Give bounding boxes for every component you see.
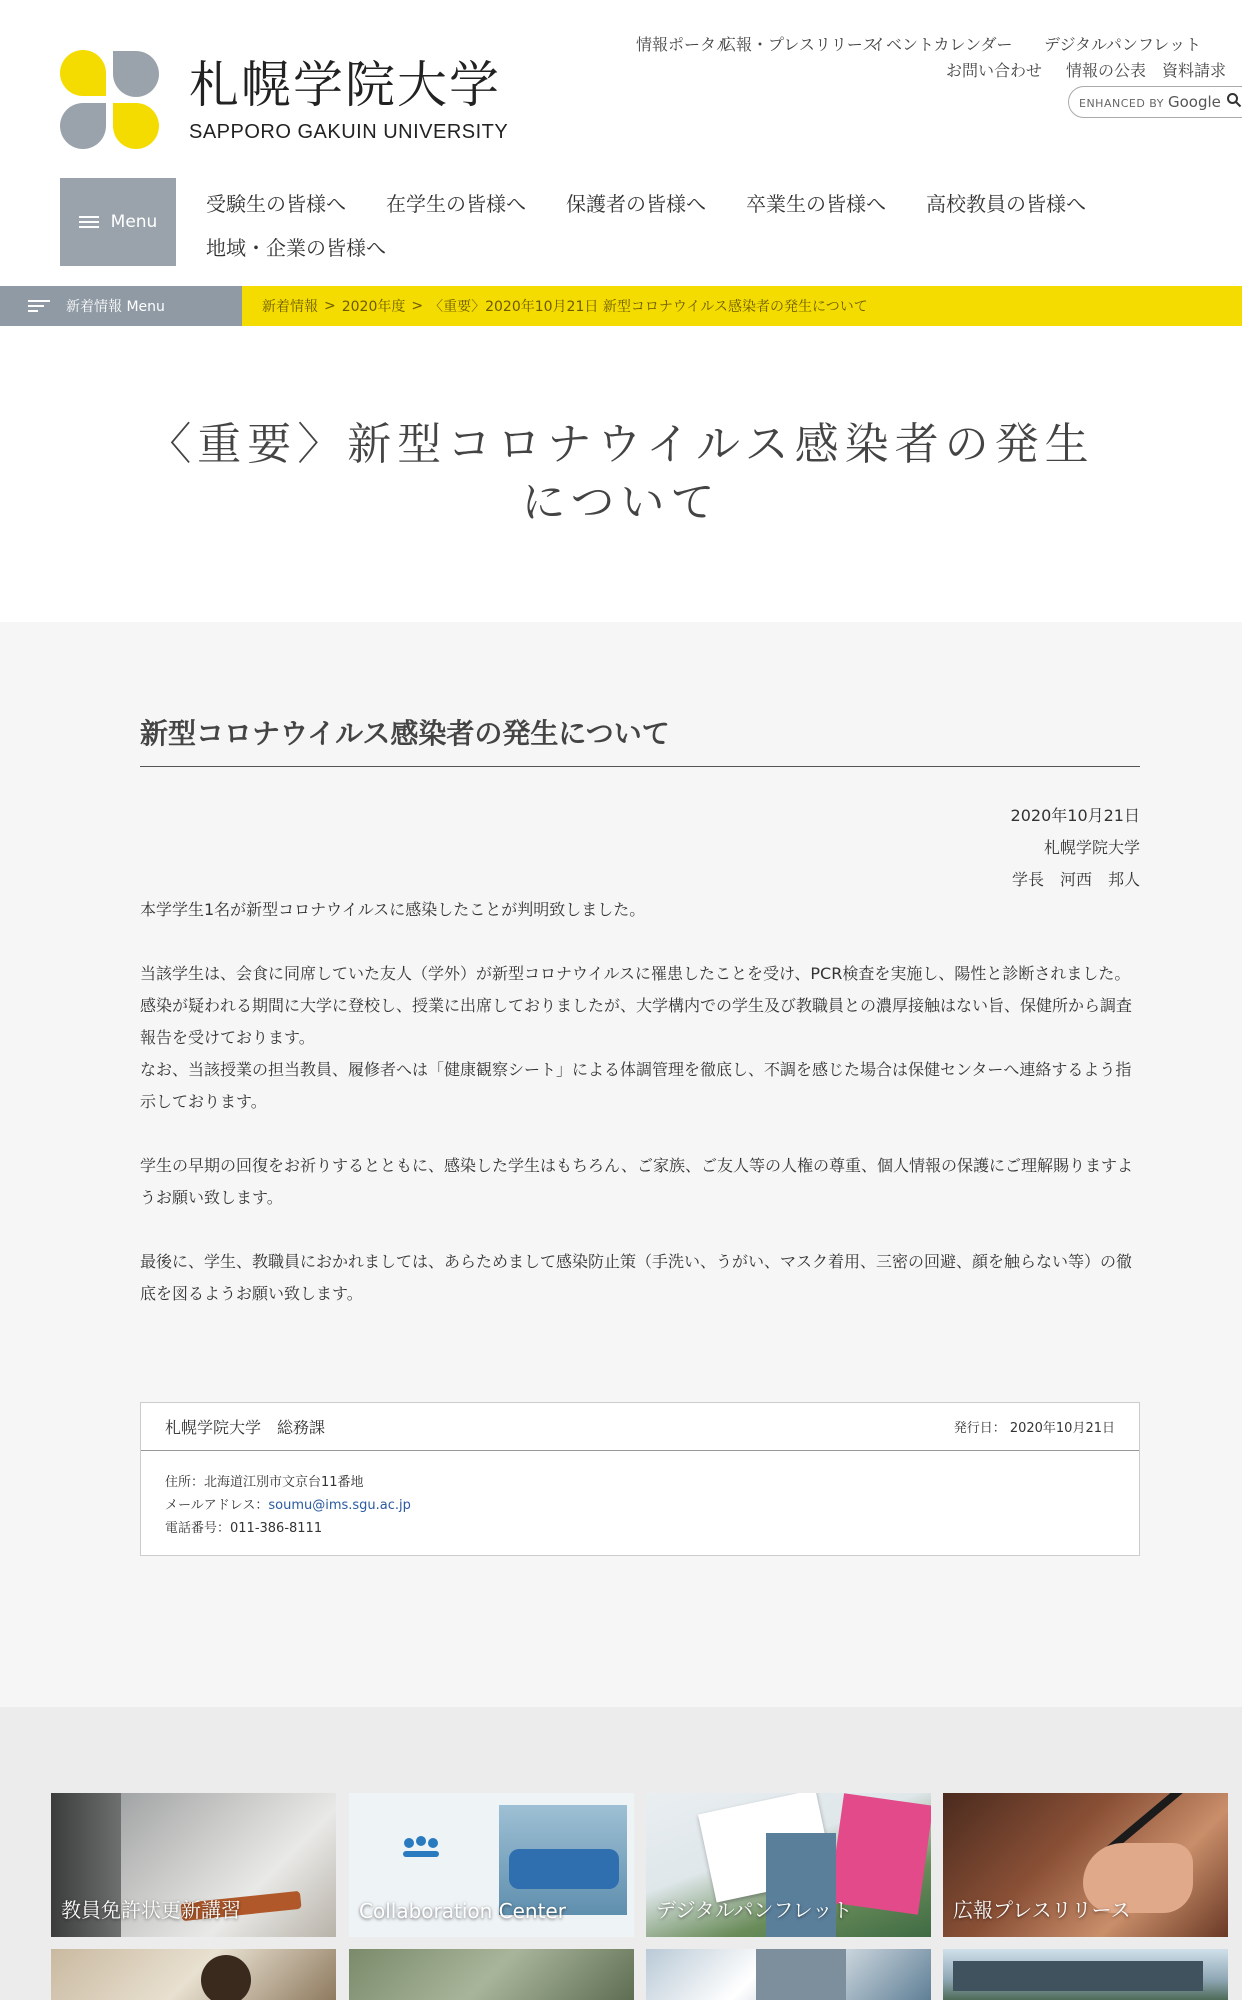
article-signer: 学長 河西 邦人 xyxy=(1011,870,1140,889)
news-menu-button[interactable] xyxy=(0,286,242,326)
article-meta xyxy=(1011,800,1140,896)
breadcrumb-current: 〈重要〉2020年10月21日 新型コロナウイルス感染者の発生について xyxy=(429,299,868,315)
logo-japanese-name: 札幌学院大学 xyxy=(189,56,501,114)
info-org: 札幌学院大学 総務課 xyxy=(165,1418,326,1437)
article-body xyxy=(140,894,1140,1342)
menu-button-label: Menu xyxy=(110,212,158,232)
list-menu-icon xyxy=(28,300,50,312)
info-address: 住所：北海道江別市文京台11番地 xyxy=(165,1475,364,1490)
article-paragraph: 当該学生は、会食に同席していた友人（学外）が新型コロナウイルスに罹患したことを受け、PCR検査を実施し、陽性と診断されました。感染が疑われる期間に大学に登校し、授業に出席しておりましたが、大学構内での学生及び教職員との濃厚接触はない旨、保健所から調査報告を受けております。 xyxy=(140,964,1133,1047)
utility-link-disclosure[interactable]: 情報の公表 xyxy=(1066,61,1147,80)
breadcrumb-separator: > xyxy=(411,298,424,314)
menu-button[interactable] xyxy=(60,178,176,266)
utility-link-calendar[interactable]: イベントカレンダー xyxy=(870,35,1013,54)
search-placeholder-small: ENHANCED BY xyxy=(1079,97,1164,110)
audience-link-guardians[interactable]: 保護者の皆様へ xyxy=(566,192,706,216)
breadcrumb-year[interactable]: 2020年度 xyxy=(341,299,406,315)
utility-nav-primary xyxy=(602,32,1242,56)
audience-link-alumni[interactable]: 卒業生の皆様へ xyxy=(746,192,886,216)
breadcrumb xyxy=(262,286,868,326)
banner-label: 教員免許状更新講習 xyxy=(61,1898,241,1922)
search-placeholder-brand: Google xyxy=(1167,93,1221,111)
contact-info-box xyxy=(140,1402,1140,1556)
banner-tile-partial[interactable] xyxy=(646,1949,931,2000)
article-heading: 新型コロナウイルス感染者の発生について xyxy=(140,717,670,750)
banner-press-release[interactable] xyxy=(943,1793,1228,1937)
banner-tile-partial[interactable] xyxy=(943,1949,1228,2000)
audience-link-applicants[interactable]: 受験生の皆様へ xyxy=(206,192,346,216)
utility-link-request-materials[interactable]: 資料請求 xyxy=(1162,61,1227,80)
search-input[interactable] xyxy=(1068,86,1242,118)
banner-label: デジタルパンフレット xyxy=(656,1898,853,1922)
article-org: 札幌学院大学 xyxy=(1043,838,1140,857)
breadcrumb-separator: > xyxy=(324,298,336,314)
banner-teacher-license[interactable] xyxy=(51,1793,336,1937)
utility-link-contact[interactable]: お問い合わせ xyxy=(946,61,1043,80)
banner-label: 広報プレスリリース xyxy=(953,1898,1131,1922)
site-logo[interactable] xyxy=(58,48,508,151)
news-menu-label: 新着情報 Menu xyxy=(66,299,165,315)
banner-tile-partial[interactable] xyxy=(349,1949,634,2000)
banner-digital-pamphlet[interactable] xyxy=(646,1793,931,1937)
article-paragraph: 本学学生1名が新型コロナウイルスに感染したことが判明致しました。 xyxy=(140,900,646,919)
logo-mark-icon xyxy=(58,48,161,151)
utility-link-portal[interactable]: 情報ポータル xyxy=(636,35,733,54)
utility-nav-secondary xyxy=(922,58,1242,82)
utility-link-press[interactable]: 広報・プレスリリース xyxy=(720,35,879,54)
info-phone: 電話番号：011-386-8111 xyxy=(165,1521,323,1536)
audience-link-students[interactable]: 在学生の皆様へ xyxy=(386,192,526,216)
banner-tile-partial[interactable] xyxy=(51,1949,336,2000)
breadcrumb-bar xyxy=(0,286,1242,326)
banner-label: Collaboration Center xyxy=(359,1899,566,1923)
article-paragraph: なお、当該授業の担当教員、履修者へは「健康観察シート」による体調管理を徹底し、不調を感じた場合は保健センターへ連絡するよう指示しております。 xyxy=(140,1060,1132,1111)
audience-link-community-business[interactable]: 地域・企業の皆様へ xyxy=(206,236,386,260)
page-title: 〈重要〉新型コロナウイルス感染者の発生について xyxy=(147,419,1095,528)
collaboration-logo-icon xyxy=(399,1833,443,1863)
info-issued-date: 発行日： 2020年10月21日 xyxy=(953,1421,1115,1436)
article-date: 2020年10月21日 xyxy=(1010,806,1140,825)
hamburger-icon xyxy=(79,216,99,228)
info-email-link[interactable]: soumu@ims.sgu.ac.jp xyxy=(268,1498,411,1513)
utility-link-digital-pamphlet[interactable]: デジタルパンフレット xyxy=(1044,35,1202,54)
article-paragraph: 学生の早期の回復をお祈りするとともに、感染した学生はもちろん、ご家族、ご友人等の人権の尊重、個人情報の保護にご理解賜りますようお願い致します。 xyxy=(140,1156,1133,1207)
heading-divider xyxy=(140,766,1140,767)
logo-english-name: SAPPORO GAKUIN UNIVERSITY xyxy=(189,121,509,143)
info-email-label: メールアドレス： xyxy=(165,1498,269,1513)
banner-collaboration-center[interactable] xyxy=(349,1793,634,1937)
article-paragraph: 最後に、学生、教職員におかれましては、あらためまして感染防止策（手洗い、うがい、マスク着用、三密の回避、顔を触らない等）の徹底を図るようお願い致します。 xyxy=(140,1252,1133,1303)
breadcrumb-news[interactable]: 新着情報 xyxy=(262,299,318,315)
audience-link-high-school-teachers[interactable]: 高校教員の皆様へ xyxy=(926,192,1086,216)
search-icon[interactable] xyxy=(1226,92,1242,108)
